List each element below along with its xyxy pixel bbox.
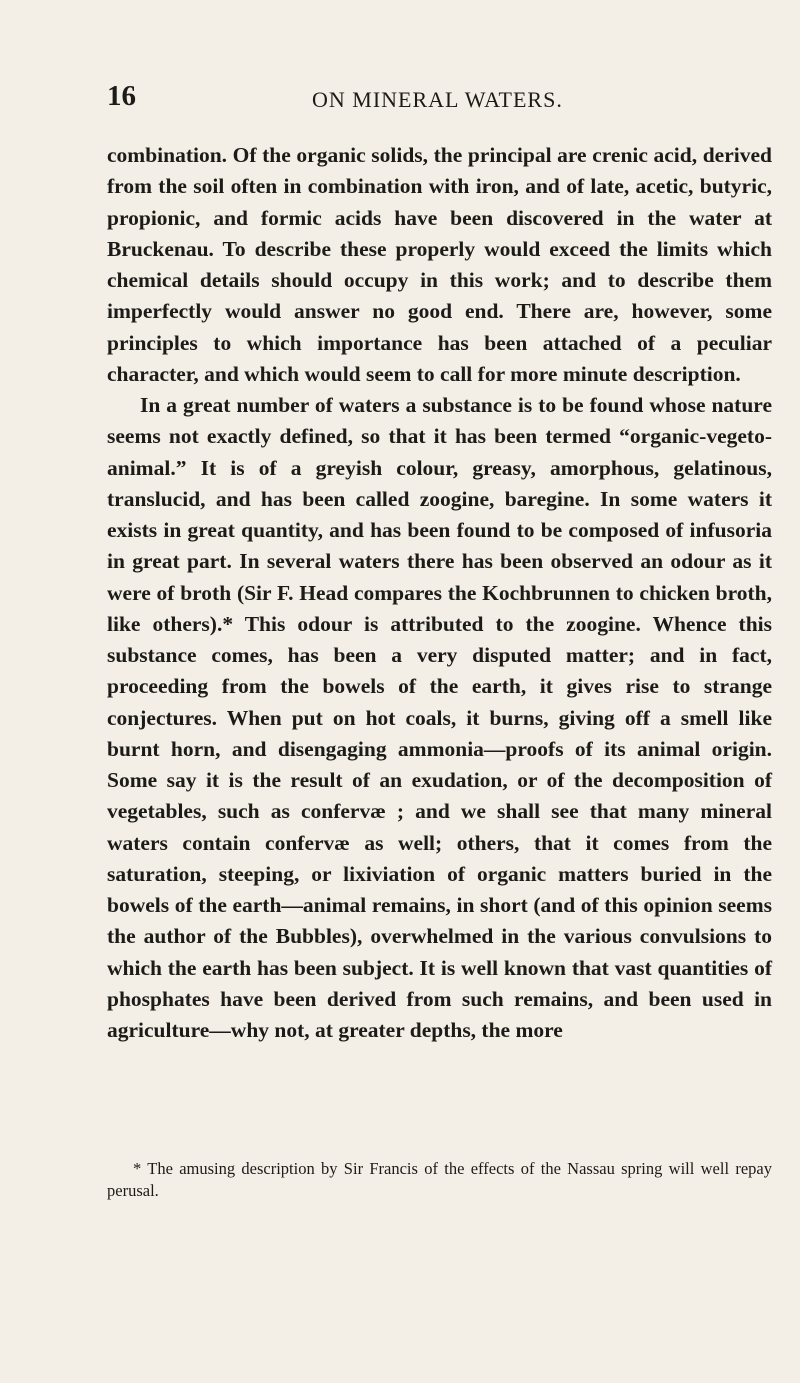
paragraph-continuation: combination. Of the organic solids, the principal are crenic acid, derived from the soil often in combination with iron, and of late, acetic, butyric, propionic, and formic acids have been discovered in the water at Bruckenau. To describe these properly would exceed the limits which chemical details should occupy in this work; and to describe them imperfectly would answer no good end. There are, however, some principles to which importance has been attached of a peculiar character, and which would seem to call for more minute description. <box>107 143 772 386</box>
footnote <box>107 1158 772 1202</box>
page-header <box>107 80 772 120</box>
footnote-text: * The amusing description by Sir Francis of the effects of the Nassau spring will well repay perusal. <box>107 1159 772 1200</box>
paragraph-zoogine: In a great number of waters a substance is to be found whose nature seems not exactly defined, so that it has been termed “organic-vegeto-animal.” It is of a greyish colour, greasy, amorphous, gelatinous, translucid, and has been called zoogine, baregine. In some waters it exists in great quantity, and has been found to be composed of infusoria in great part. In several waters there has been observed an odour as it were of broth (Sir F. Head compares the Kochbrunnen to chicken broth, like others).* This odour is attributed to the zoogine. Whence this substance comes, has been a very disputed matter; and in fact, proceeding from the bowels of the earth, it gives rise to strange conjectures. When put on hot coals, it burns, giving off a smell like burnt horn, and disengaging ammonia—proofs of its animal origin. Some say it is the result of an exudation, or of the decomposition of vegetables, such as confervæ ; and we shall see that many mineral waters contain confervæ as well; others, that it comes from the saturation, steeping, or lixiviation of organic matters buried in the bowels of the earth—animal remains, in short (and of this opinion seems the author of the Bubbles), overwhelmed in the various convulsions to which the earth has been subject. It is well known that vast quantities of phosphates have been derived from such remains, and been used in agriculture—why not, at greater depths, the more <box>107 393 772 1042</box>
main-text <box>107 140 772 1046</box>
page-number: 16 <box>107 80 136 112</box>
running-head: ON MINERAL WATERS. <box>312 87 563 112</box>
